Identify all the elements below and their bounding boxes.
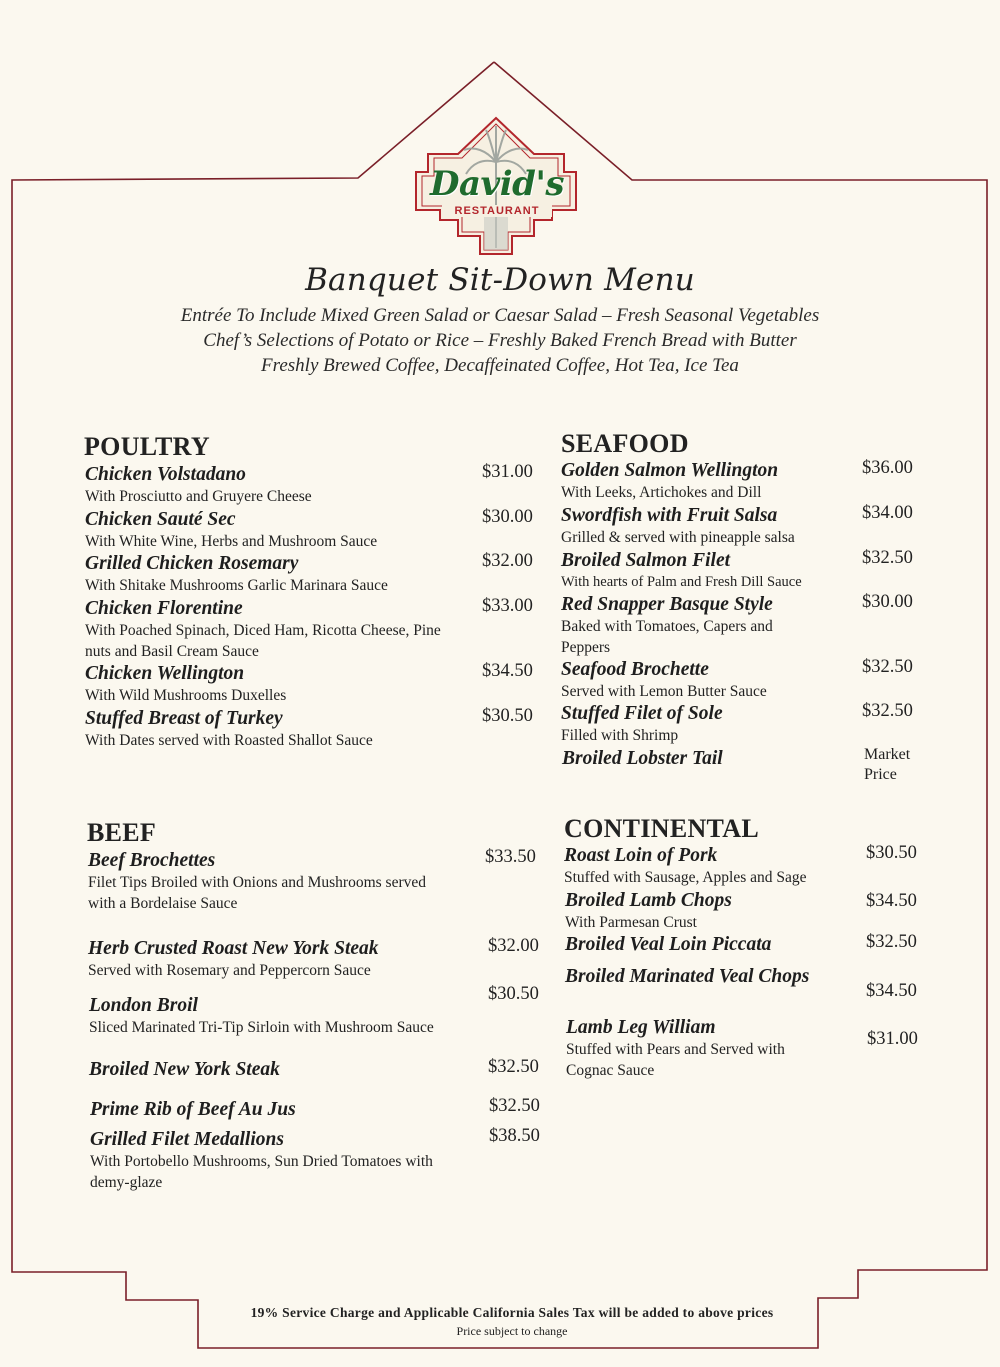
item-description: Grilled & served with pineapple salsa <box>561 529 795 546</box>
item-price: $30.50 <box>488 984 539 1004</box>
price-change-note: Price subject to change <box>456 1324 568 1338</box>
item-price: $30.00 <box>482 507 533 527</box>
item-name: Chicken Wellington <box>85 663 245 684</box>
menu-item <box>89 995 454 1038</box>
menu-item <box>562 748 852 770</box>
item-price: $33.00 <box>482 596 533 616</box>
item-description: Filet Tips Broiled with Onions and Mushrooms served with a Bordelaise Sauce <box>88 874 427 912</box>
menu-item <box>85 708 475 751</box>
item-name: Red Snapper Basque Style <box>561 594 773 615</box>
item-name: Roast Loin of Pork <box>564 845 718 866</box>
item-name: Broiled Lamb Chops <box>565 890 732 911</box>
item-name: Grilled Chicken Rosemary <box>85 553 299 574</box>
item-price: $34.50 <box>866 891 917 911</box>
item-description: Stuffed with Sausage, Apples and Sage <box>564 869 807 886</box>
item-description: Served with Lemon Butter Sauce <box>561 683 767 700</box>
item-name: Chicken Volstadano <box>85 464 246 485</box>
item-price: $32.00 <box>488 936 539 956</box>
service-charge-note: 19% Service Charge and Applicable California Sales Tax will be added to above prices <box>250 1305 774 1320</box>
item-description: With White Wine, Herbs and Mushroom Sauce <box>85 533 378 550</box>
item-name: Beef Brochettes <box>88 850 216 871</box>
subtitle-line-1: Entrée To Include Mixed Green Salad or Caesar Salad – Fresh Seasonal Vegetables <box>180 305 820 326</box>
item-description: With Portobello Mushrooms, Sun Dried Tomatoes with demy-glaze <box>90 1153 433 1191</box>
section-heading-beef: BEEF <box>87 818 157 847</box>
item-description: With hearts of Palm and Fresh Dill Sauce <box>561 574 802 590</box>
item-description: With Poached Spinach, Diced Ham, Ricotta Cheese, Pine nuts and Basil Cream Sauce <box>85 622 441 660</box>
item-description: With Parmesan Crust <box>565 914 697 931</box>
menu-item <box>565 934 855 956</box>
item-price: $34.00 <box>862 503 913 523</box>
item-description: Stuffed with Pears and Served with Cognac Sauce <box>566 1041 785 1079</box>
logo-name: David's <box>429 164 564 204</box>
item-name: Stuffed Breast of Turkey <box>85 708 283 729</box>
item-name: Seafood Brochette <box>561 659 709 680</box>
davids-restaurant-logo <box>412 116 580 258</box>
item-name: Swordfish with Fruit Salsa <box>561 505 778 526</box>
item-description: With Wild Mushrooms Duxelles <box>85 687 287 704</box>
item-name: Broiled Salmon Filet <box>561 550 731 571</box>
item-name: Prime Rib of Beef Au Jus <box>90 1099 296 1120</box>
item-description: With Prosciutto and Gruyere Cheese <box>85 488 312 505</box>
menu-item <box>566 1017 836 1081</box>
subtitle-line-3: Freshly Brewed Coffee, Decaffeinated Coffee, Hot Tea, Ice Tea <box>261 355 739 376</box>
item-name: Broiled Veal Loin Piccata <box>565 934 772 955</box>
menu-item <box>561 703 851 746</box>
menu-item <box>88 938 478 981</box>
item-description: Baked with Tomatoes, Capers and Peppers <box>561 618 773 656</box>
item-description: With Shitake Mushrooms Garlic Marinara Sauce <box>85 577 388 594</box>
logo-tagline: RESTAURANT <box>442 205 552 217</box>
item-name: Chicken Florentine <box>85 598 243 619</box>
menu-item <box>565 966 860 988</box>
item-description: With Dates served with Roasted Shallot Sauce <box>85 732 373 749</box>
item-price: Market Price <box>864 746 911 783</box>
menu-item <box>565 890 855 933</box>
item-price: $38.50 <box>489 1126 540 1146</box>
item-name: Herb Crusted Roast New York Steak <box>88 938 379 959</box>
menu-item <box>561 659 851 702</box>
item-name: Stuffed Filet of Sole <box>561 703 723 724</box>
item-name: Broiled New York Steak <box>89 1059 280 1080</box>
menu-item <box>90 1099 480 1121</box>
item-price: $32.50 <box>862 548 913 568</box>
subtitle-line-2: Chef’s Selections of Potato or Rice – Freshly Baked French Bread with Butter <box>203 330 797 351</box>
menu-item <box>85 464 475 507</box>
item-price: $32.50 <box>862 657 913 677</box>
item-name: Lamb Leg William <box>566 1017 716 1038</box>
section-heading-continental: CONTINENTAL <box>564 814 759 843</box>
item-price: $30.00 <box>862 592 913 612</box>
item-name: Broiled Marinated Veal Chops <box>565 966 810 987</box>
menu-item <box>89 1059 479 1081</box>
menu-item <box>564 845 854 888</box>
menu-item <box>90 1129 470 1193</box>
item-price: $34.50 <box>866 981 917 1001</box>
item-price: $30.50 <box>866 843 917 863</box>
item-description: Sliced Marinated Tri-Tip Sirloin with Mushroom Sauce <box>89 1019 434 1036</box>
item-description: Served with Rosemary and Peppercorn Sauce <box>88 962 371 979</box>
menu-item <box>85 598 465 662</box>
item-price: $30.50 <box>482 706 533 726</box>
item-name: Grilled Filet Medallions <box>90 1129 284 1150</box>
menu-item <box>88 850 428 914</box>
item-description: Filled with Shrimp <box>561 727 679 744</box>
menu-item <box>561 550 851 593</box>
menu-item <box>561 594 821 658</box>
menu-item <box>561 460 851 503</box>
item-name: Golden Salmon Wellington <box>561 460 779 481</box>
item-price: $31.00 <box>482 462 533 482</box>
item-price: $33.50 <box>485 847 536 867</box>
menu-item <box>85 663 475 706</box>
item-name: Broiled Lobster Tail <box>562 748 723 769</box>
menu-item <box>85 509 475 552</box>
section-heading-poultry: POULTRY <box>84 432 210 461</box>
item-price: $32.50 <box>866 932 917 952</box>
item-name: London Broil <box>89 995 198 1016</box>
menu-item <box>561 505 851 548</box>
item-price: $31.00 <box>867 1029 918 1049</box>
item-price: $34.50 <box>482 661 533 681</box>
item-price: $32.50 <box>488 1057 539 1077</box>
item-price: $36.00 <box>862 458 913 478</box>
item-price: $32.50 <box>489 1096 540 1116</box>
menu-item <box>85 553 475 596</box>
item-price: $32.50 <box>862 701 913 721</box>
item-name: Chicken Sauté Sec <box>85 509 236 530</box>
item-price: $32.00 <box>482 551 533 571</box>
section-heading-seafood: SEAFOOD <box>561 429 689 458</box>
item-description: With Leeks, Artichokes and Dill <box>561 484 762 501</box>
menu-title: Banquet Sit-Down Menu <box>305 262 695 298</box>
